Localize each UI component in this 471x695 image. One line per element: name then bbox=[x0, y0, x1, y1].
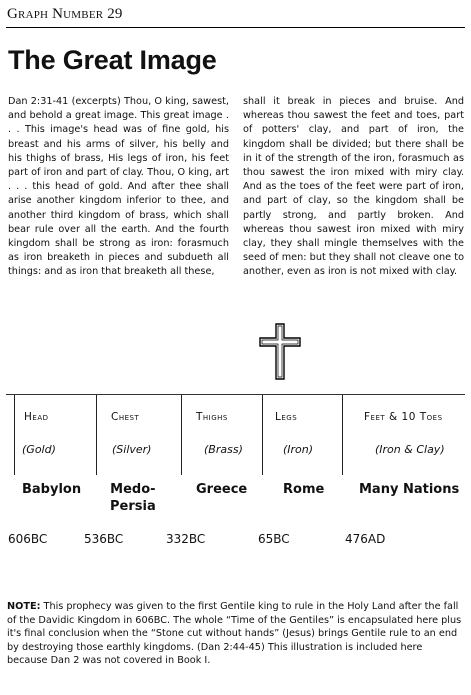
note-label: NOTE: bbox=[7, 601, 41, 612]
date-536bc: 536BC bbox=[84, 532, 124, 546]
metal-label-iron-clay: (Iron & Clay) bbox=[375, 443, 445, 456]
metal-label-brass: (Brass) bbox=[204, 443, 243, 456]
metal-label-silver: (Silver) bbox=[112, 443, 152, 456]
kingdom-many-nations: Many Nations bbox=[359, 482, 460, 497]
cross-icon bbox=[258, 323, 302, 381]
part-label-legs: Legs bbox=[275, 411, 298, 423]
diagram-divider bbox=[262, 395, 263, 475]
date-65bc: 65BC bbox=[258, 532, 290, 546]
note-paragraph bbox=[7, 600, 462, 668]
kingdom-rome: Rome bbox=[283, 482, 325, 497]
diagram-divider bbox=[181, 395, 182, 475]
part-label-chest: Chest bbox=[111, 411, 140, 423]
note-text: This prophecy was given to the first Gentile king to rule in the Holy Land after the fall of the Davidic Kingdom in 606BC. The whole “Time of the Gentiles” is encapsulated here plus it's final conclusion when the “Stone cut without hands” (Jesus) brings Gentile rule to an end by destroying those earthly kingdoms. (Dan 2:44-45) This illustration is included here because Dan 2 was not covered in Book I. bbox=[7, 601, 462, 667]
date-606bc: 606BC bbox=[8, 532, 48, 546]
scripture-column-right bbox=[243, 95, 464, 280]
diagram-divider bbox=[342, 395, 343, 475]
kingdom-greece: Greece bbox=[196, 482, 248, 497]
date-332bc: 332BC bbox=[166, 532, 206, 546]
scripture-text-left: Dan 2:31-41 (excerpts) Thou, O king, sawest, and behold a great image. This great image . . . This image's head was of fine gold, his breast and his arms of silver, his belly and his thighs of brass, His legs of iron, his feet part of iron and part of clay. Thou, O king, art . . . this head of gold. And after thee shall arise another kingdom inferior to thee, and another third kingdom of brass, which shall bear rule over all the earth. And the fourth kingdom shall be strong as iron: forasmuch as iron breaketh in pieces and subdueth all things: and as iron that breaketh all these, bbox=[8, 96, 229, 278]
part-label-feet: Feet & 10 Toes bbox=[364, 411, 443, 423]
graph-number-label: Graph Number 29 bbox=[7, 6, 123, 22]
date-476ad: 476AD bbox=[345, 532, 386, 546]
metal-label-iron: (Iron) bbox=[283, 443, 314, 456]
diagram-top-line bbox=[6, 394, 465, 395]
page-title: The Great Image bbox=[8, 45, 217, 75]
diagram-divider bbox=[14, 395, 15, 475]
header-rule bbox=[6, 27, 465, 28]
part-label-head: Head bbox=[24, 411, 49, 423]
kingdom-babylon: Babylon bbox=[22, 482, 82, 497]
part-label-thighs: Thighs bbox=[196, 411, 228, 423]
diagram-divider bbox=[96, 395, 97, 475]
scripture-text-right: shall it break in pieces and bruise. And whereas thou sawest the feet and toes, part of potters' clay, and part of iron, the kingdom shall be divided; but there shall be in it of the strength of the iron, forasmuch as thou sawest the iron mixed with miry clay. And as the toes of the feet were part of iron, and part of clay, so the kingdom shall be partly strong, and partly broken. And whereas thou sawest iron mixed with miry clay, they shall mingle themselves with the seed of men: but they shall not cleave one to another, even as iron is not mixed with clay. bbox=[243, 96, 464, 278]
metal-label-gold: (Gold) bbox=[22, 443, 56, 456]
kingdom-medo-persia: Medo- Persia bbox=[110, 482, 156, 514]
scripture-column-left bbox=[8, 95, 229, 280]
